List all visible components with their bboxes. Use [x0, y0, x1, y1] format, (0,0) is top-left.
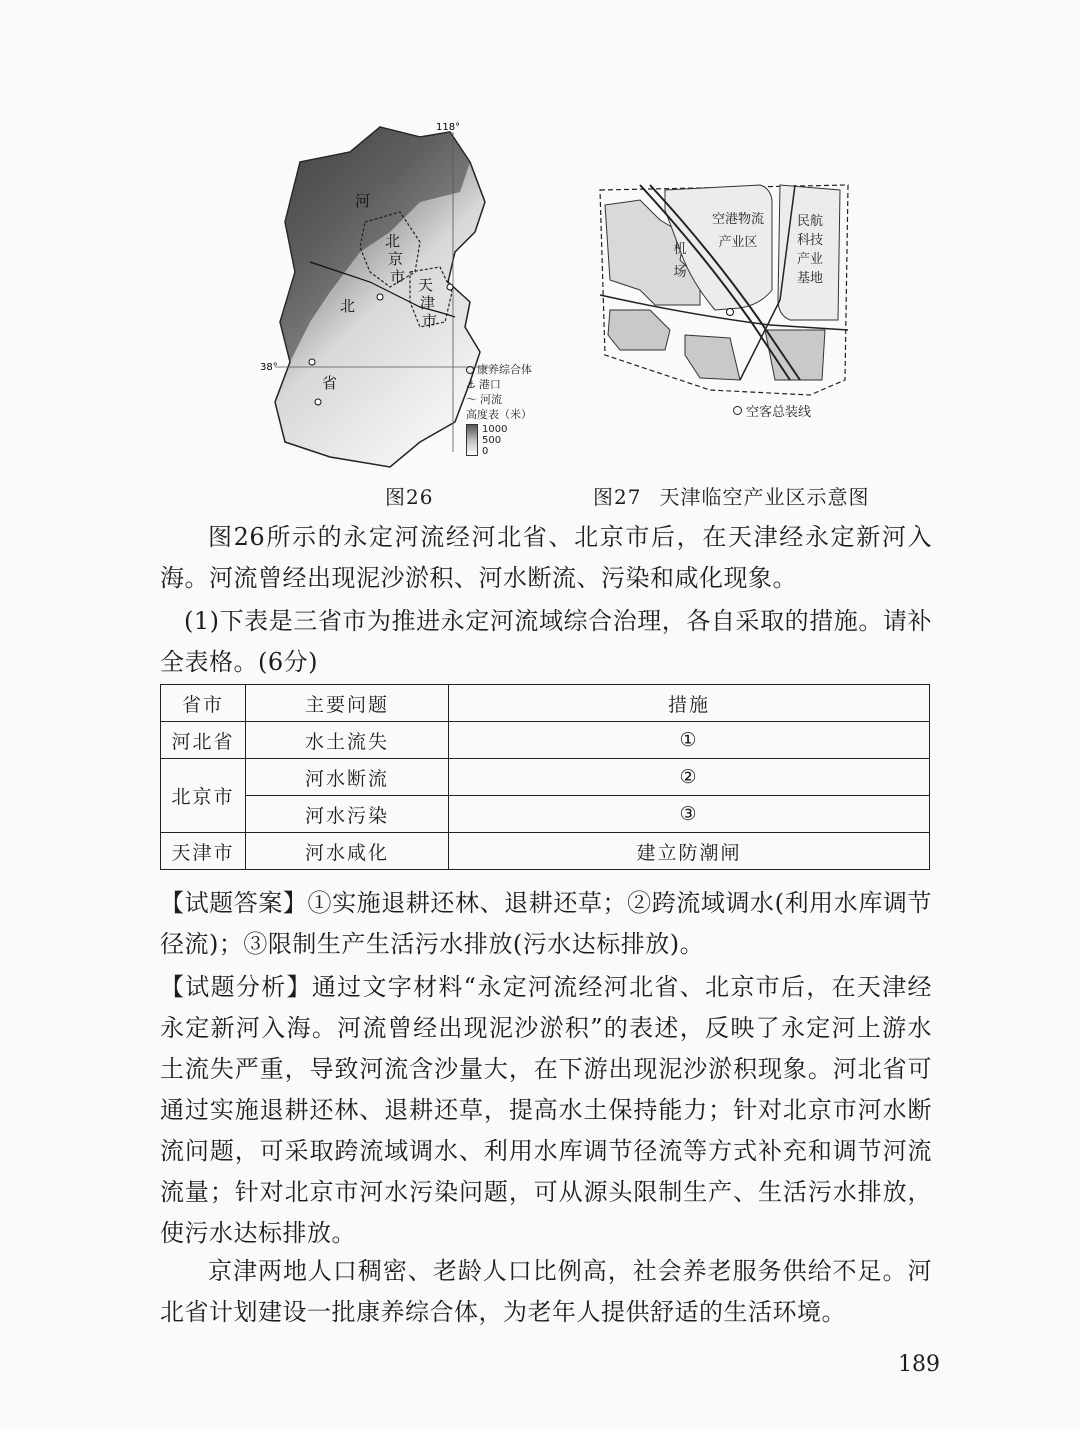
page-number: 189 — [898, 1352, 940, 1377]
map-label: 津 — [420, 294, 436, 312]
map-label: 河 — [355, 192, 371, 210]
table-header-row — [161, 685, 930, 722]
table-cell: 河水断流 — [246, 759, 449, 796]
table-cell: ① — [449, 722, 930, 759]
health-complex-marker — [309, 359, 315, 365]
table-row — [161, 833, 930, 870]
map-label: 京 — [388, 250, 404, 268]
paragraph-context: 京津两地人口稠密、老龄人口比例高，社会养老服务供给不足。河北省计划建设一批康养综合体，为老年人提供舒适的生活环境。 — [160, 1257, 932, 1326]
map-label: 天 — [418, 276, 434, 294]
map-label: 市 — [390, 268, 406, 286]
legend-item: 空客总装线 — [746, 405, 812, 420]
figure26-legend — [466, 362, 532, 457]
table-cell: 北京市 — [161, 759, 246, 833]
legend-item: 港口 — [478, 378, 501, 391]
table-cell: 建立防潮闸 — [449, 833, 930, 870]
table-cell: ③ — [449, 796, 930, 833]
river-icon: 〜 — [466, 393, 477, 406]
measures-table — [160, 684, 930, 870]
elevation-value: 500 — [482, 435, 502, 446]
table-row — [161, 796, 930, 833]
logistics-label: 空港物流 产业区 — [711, 212, 764, 250]
map-label: 省 — [322, 374, 338, 392]
table-cell: ② — [449, 759, 930, 796]
map-label: 市 — [422, 312, 438, 330]
airport-label: 机 场 — [673, 242, 687, 280]
table-row — [161, 759, 930, 796]
figure26-caption: 图26 — [385, 485, 434, 509]
table-cell: 河北省 — [161, 722, 246, 759]
table-header: 措施 — [449, 685, 930, 722]
table-cell: 天津市 — [161, 833, 246, 870]
caption-title: 天津临空产业区示意图 — [659, 485, 870, 509]
paragraph-intro: 图26所示的永定河流经河北省、北京市后，在天津经永定新河入海。河流曾经出现泥沙淤积、河水断流、污染和咸化现象。 — [160, 523, 932, 592]
block-2 — [685, 335, 740, 380]
block-1 — [608, 310, 670, 350]
assembly-line-marker — [727, 309, 734, 316]
anchor-icon: ⚓ — [466, 378, 476, 391]
caption-number: 图27 — [593, 485, 642, 509]
analysis-paragraph: 【试题分析】通过文字材料“永定河流经河北省、北京市后，在天津经永定新河入海。河流曾经出现泥沙淤积”的表述，反映了永定河上游水土流失严重，导致河流含沙量大，在下游出现泥沙淤积现象。河北省可通过实施退耕还林、退耕还草，提高水土保持能力；针对北京市河水断流问题，可采取跨流域调水、利用水库调节径流等方式补充和调节河流流量；针对北京市河水污染问题，可从源头限制生产、生活污水排放，使污水达标排放。 — [160, 973, 932, 1247]
circle-icon — [733, 406, 742, 415]
elevation-bar — [466, 424, 478, 456]
table-header: 主要问题 — [246, 685, 449, 722]
legend-item: 康养综合体 — [477, 363, 532, 376]
health-complex-marker — [315, 399, 321, 405]
figure27-caption — [593, 481, 869, 510]
map-label: 北 — [385, 232, 401, 250]
table-cell: 河水污染 — [246, 796, 449, 833]
figure27-legend — [733, 401, 811, 420]
elevation-value: 0 — [482, 446, 489, 457]
longitude-label: 118° — [436, 122, 461, 133]
map-label: 北 — [340, 297, 356, 315]
table-header: 省市 — [161, 685, 246, 722]
legend-item: 河流 — [480, 393, 502, 406]
answer-paragraph: 【试题答案】①实施退耕还林、退耕还草；②跨流域调水(利用水库调节径流)；③限制生产生活污水排放(污水达标排放)。 — [160, 889, 932, 958]
latitude-label: 38° — [260, 362, 278, 373]
aviation-label: 民航 科技 产业 基地 — [796, 214, 823, 286]
question-1: (1)下表是三省市为推进永定河流域综合治理，各自采取的措施。请补全表格。(6分) — [160, 607, 932, 676]
circle-icon — [466, 366, 474, 374]
health-complex-marker — [377, 294, 383, 300]
legend-title: 高度表（米） — [466, 408, 532, 421]
elevation-value: 1000 — [482, 424, 508, 435]
table-cell: 水土流失 — [246, 722, 449, 759]
table-cell: 河水咸化 — [246, 833, 449, 870]
health-complex-marker — [447, 284, 453, 290]
table-row — [161, 722, 930, 759]
